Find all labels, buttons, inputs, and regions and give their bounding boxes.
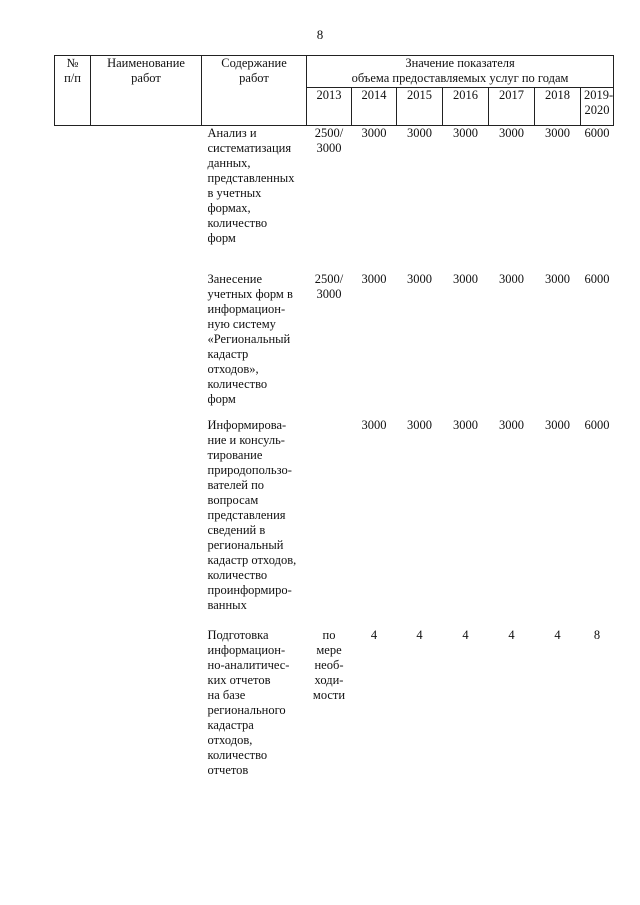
header-name-line: работ bbox=[131, 71, 161, 85]
content-line: форм bbox=[207, 231, 236, 245]
row-number-cell bbox=[55, 272, 91, 418]
header-number-line: № bbox=[66, 56, 79, 70]
value-cell: 4 bbox=[508, 627, 515, 642]
value-cell: 3000 bbox=[407, 417, 432, 432]
table-row bbox=[55, 272, 614, 418]
content-line: вателей по bbox=[207, 477, 265, 492]
content-line: отходов, bbox=[207, 732, 253, 747]
content-line: ванных bbox=[207, 597, 247, 612]
header-year: 2015 bbox=[397, 88, 443, 126]
content-line: данных, bbox=[207, 156, 251, 170]
page-number: 8 bbox=[316, 27, 324, 42]
content-line: кадастра bbox=[207, 717, 254, 732]
indicators-table bbox=[54, 55, 614, 798]
row-content-cell bbox=[202, 628, 307, 798]
header-indicator-line: Значение показателя bbox=[405, 56, 515, 70]
content-line: тирование bbox=[207, 447, 263, 462]
header-year: 2016 bbox=[443, 88, 489, 126]
content-line: сведений в bbox=[207, 522, 266, 537]
content-line: количество bbox=[207, 567, 268, 582]
value-cell: 3000 bbox=[545, 271, 570, 286]
header-number-line: п/п bbox=[64, 71, 81, 85]
content-line: на базе bbox=[207, 687, 246, 702]
value-cell: 6000 bbox=[584, 417, 610, 432]
row-number-cell bbox=[55, 418, 91, 628]
content-line: кадастр bbox=[207, 346, 249, 361]
value-cell: 3000 bbox=[361, 417, 387, 432]
header-content-line: Содержание bbox=[221, 56, 287, 70]
content-line: ких отчетов bbox=[207, 672, 271, 687]
header-year: 2019-2020 bbox=[581, 88, 614, 126]
content-line: кадастр отходов, bbox=[207, 552, 297, 567]
content-line: Подготовка bbox=[207, 627, 269, 642]
content-line: количество bbox=[207, 216, 268, 230]
header-year: 2013 bbox=[307, 88, 352, 126]
content-line: представленных bbox=[207, 171, 295, 185]
value-cell: 3000 bbox=[407, 126, 432, 140]
content-line: отходов», bbox=[207, 361, 259, 376]
value-cell: 8 bbox=[593, 627, 601, 642]
content-line: формах, bbox=[207, 201, 251, 215]
value-cell: 3000 bbox=[499, 271, 524, 286]
header-year: 2018 bbox=[535, 88, 581, 126]
content-line: представления bbox=[207, 507, 286, 522]
header-name-line: Наименование bbox=[107, 56, 185, 70]
value-cell: 3000 bbox=[499, 126, 524, 140]
row-content-cell bbox=[202, 126, 307, 272]
value-cell: 2500/ 3000 bbox=[314, 126, 344, 155]
header-year: 2014 bbox=[352, 88, 397, 126]
content-line: Анализ и bbox=[207, 126, 257, 140]
value-cell: 6000 bbox=[584, 271, 610, 286]
header-number bbox=[55, 56, 91, 126]
content-line: ние и консуль- bbox=[207, 432, 285, 447]
value-cell: по мере необ- ходи- мости bbox=[312, 627, 346, 702]
header-indicator bbox=[307, 56, 614, 88]
row-content-cell bbox=[202, 418, 307, 628]
content-line: но-аналитичес- bbox=[207, 657, 290, 672]
content-line: природопользо- bbox=[207, 462, 292, 477]
table-row bbox=[55, 628, 614, 798]
content-line: информацион- bbox=[207, 642, 286, 657]
value-cell: 3000 bbox=[453, 417, 478, 432]
table-row bbox=[55, 418, 614, 628]
value-cell: 3000 bbox=[453, 271, 478, 286]
value-cell: 3000 bbox=[407, 271, 432, 286]
table-row bbox=[55, 126, 614, 272]
row-name-cell bbox=[91, 628, 202, 798]
row-content-cell bbox=[202, 272, 307, 418]
content-line: Информирова- bbox=[207, 417, 287, 432]
content-line: в учетных bbox=[207, 186, 262, 200]
value-cell: 2500/ 3000 bbox=[314, 271, 344, 301]
value-cell: 3000 bbox=[499, 417, 524, 432]
value-cell bbox=[307, 418, 352, 628]
header-content bbox=[202, 56, 307, 126]
value-cell: 3000 bbox=[453, 126, 478, 140]
content-line: региональный bbox=[207, 537, 284, 552]
header-content-line: работ bbox=[239, 71, 269, 85]
content-line: количество bbox=[207, 376, 268, 391]
value-cell: 4 bbox=[416, 627, 423, 642]
value-cell: 3000 bbox=[361, 126, 387, 140]
row-name-cell bbox=[91, 272, 202, 418]
row-number-cell bbox=[55, 628, 91, 798]
value-cell: 4 bbox=[462, 627, 469, 642]
header-year: 2017 bbox=[489, 88, 535, 126]
value-cell: 3000 bbox=[545, 126, 570, 140]
content-line: регионального bbox=[207, 702, 286, 717]
value-cell: 3000 bbox=[361, 271, 387, 286]
row-number-cell bbox=[55, 126, 91, 272]
row-name-cell bbox=[91, 126, 202, 272]
value-cell: 6000 bbox=[584, 126, 610, 140]
header-indicator-line: объема предоставляемых услуг по годам bbox=[351, 71, 569, 85]
table-body bbox=[55, 126, 614, 798]
content-line: информацион- bbox=[207, 301, 286, 316]
content-line: ную систему bbox=[207, 316, 276, 331]
content-line: вопросам bbox=[207, 492, 259, 507]
value-cell: 4 bbox=[370, 627, 378, 642]
content-line: «Региональный bbox=[207, 331, 291, 346]
value-cell: 3000 bbox=[545, 417, 570, 432]
content-line: систематизация bbox=[207, 141, 292, 155]
value-cell: 4 bbox=[554, 627, 561, 642]
content-line: учетных форм в bbox=[207, 286, 293, 301]
content-line: проинформиро- bbox=[207, 582, 292, 597]
content-line: отчетов bbox=[207, 762, 249, 777]
row-name-cell bbox=[91, 418, 202, 628]
content-line: Занесение bbox=[207, 271, 263, 286]
content-line: количество bbox=[207, 747, 268, 762]
header-name bbox=[91, 56, 202, 126]
content-line: форм bbox=[207, 391, 236, 406]
